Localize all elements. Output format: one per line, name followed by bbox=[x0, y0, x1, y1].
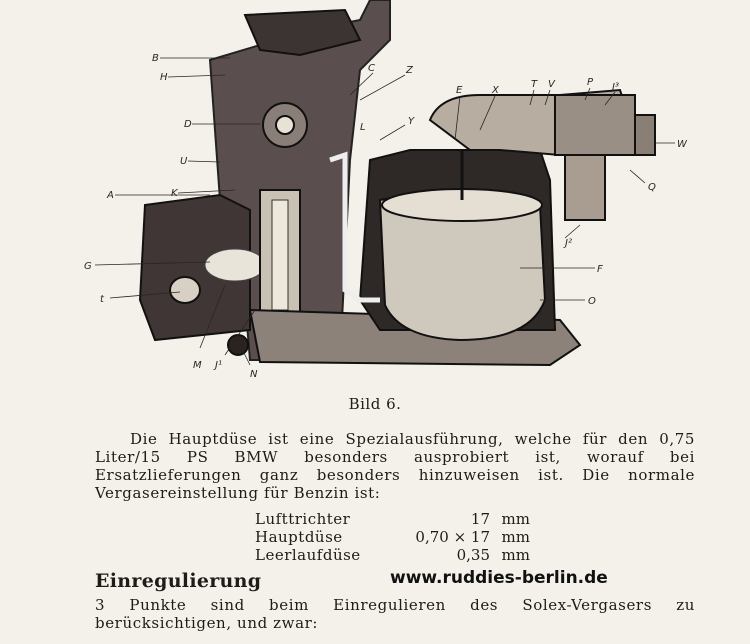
label-Q: Q bbox=[648, 182, 656, 193]
spec-row bbox=[255, 510, 530, 528]
section-heading: Einregulierung bbox=[95, 570, 262, 592]
paragraph-main-jet bbox=[95, 430, 695, 502]
label-A: A bbox=[107, 190, 114, 201]
label-J2: J² bbox=[565, 238, 572, 249]
label-C: C bbox=[368, 63, 375, 74]
label-F: F bbox=[597, 264, 603, 275]
carburetor-diagram bbox=[60, 0, 700, 378]
spec-name: Leerlaufdüse bbox=[255, 546, 361, 564]
label-W: W bbox=[677, 139, 687, 150]
paragraph-2-text: 3 Punkte sind beim Einregulieren des Solex-Vergasers zu berücksichtigen, und zwar: bbox=[95, 596, 695, 632]
spec-unit: mm bbox=[501, 546, 530, 564]
label-N: N bbox=[250, 369, 258, 378]
label-O: O bbox=[588, 296, 596, 307]
label-G: G bbox=[84, 261, 92, 272]
label-L: L bbox=[360, 122, 366, 133]
label-J1: J¹ bbox=[215, 360, 222, 371]
label-Y: Y bbox=[408, 116, 415, 127]
label-H: H bbox=[160, 72, 168, 83]
spec-unit: mm bbox=[501, 510, 530, 528]
spec-value: 0,35 bbox=[456, 546, 490, 564]
label-U: U bbox=[180, 156, 188, 167]
label-K: K bbox=[171, 188, 178, 199]
label-Z: Z bbox=[406, 65, 413, 76]
spec-value: 0,70 × 17 bbox=[415, 528, 490, 546]
label-V: V bbox=[548, 79, 555, 90]
spec-name: Hauptdüse bbox=[255, 528, 343, 546]
label-J3: J³ bbox=[612, 82, 619, 93]
paragraph-adjustment bbox=[95, 596, 695, 632]
label-E: E bbox=[456, 85, 463, 96]
label-P: P bbox=[587, 77, 594, 88]
spec-value: 17 bbox=[470, 510, 490, 528]
figure-caption: Bild 6. bbox=[348, 395, 402, 413]
label-X: X bbox=[492, 85, 499, 96]
label-B: B bbox=[152, 53, 159, 64]
website-watermark: www.ruddies-berlin.de bbox=[390, 568, 608, 588]
spec-unit: mm bbox=[501, 528, 530, 546]
spec-row bbox=[255, 546, 530, 564]
spec-row bbox=[255, 528, 530, 546]
carburetor-spec-table bbox=[255, 510, 530, 564]
label-M: M bbox=[193, 360, 202, 371]
paragraph-1-text: Die Hauptdüse ist eine Spezialausführung, welche für den 0,75 Liter/15 PS BMW besonders ausprobiert ist, worauf bei Ersatzlieferungen ganz besonders hinzuweisen ist. Die normale Vergasereinstellung für Benzin ist: bbox=[95, 430, 695, 502]
spec-name: Lufttrichter bbox=[255, 510, 351, 528]
label-T: T bbox=[531, 79, 538, 90]
label-D: D bbox=[184, 119, 192, 130]
label-t: t bbox=[100, 294, 104, 305]
